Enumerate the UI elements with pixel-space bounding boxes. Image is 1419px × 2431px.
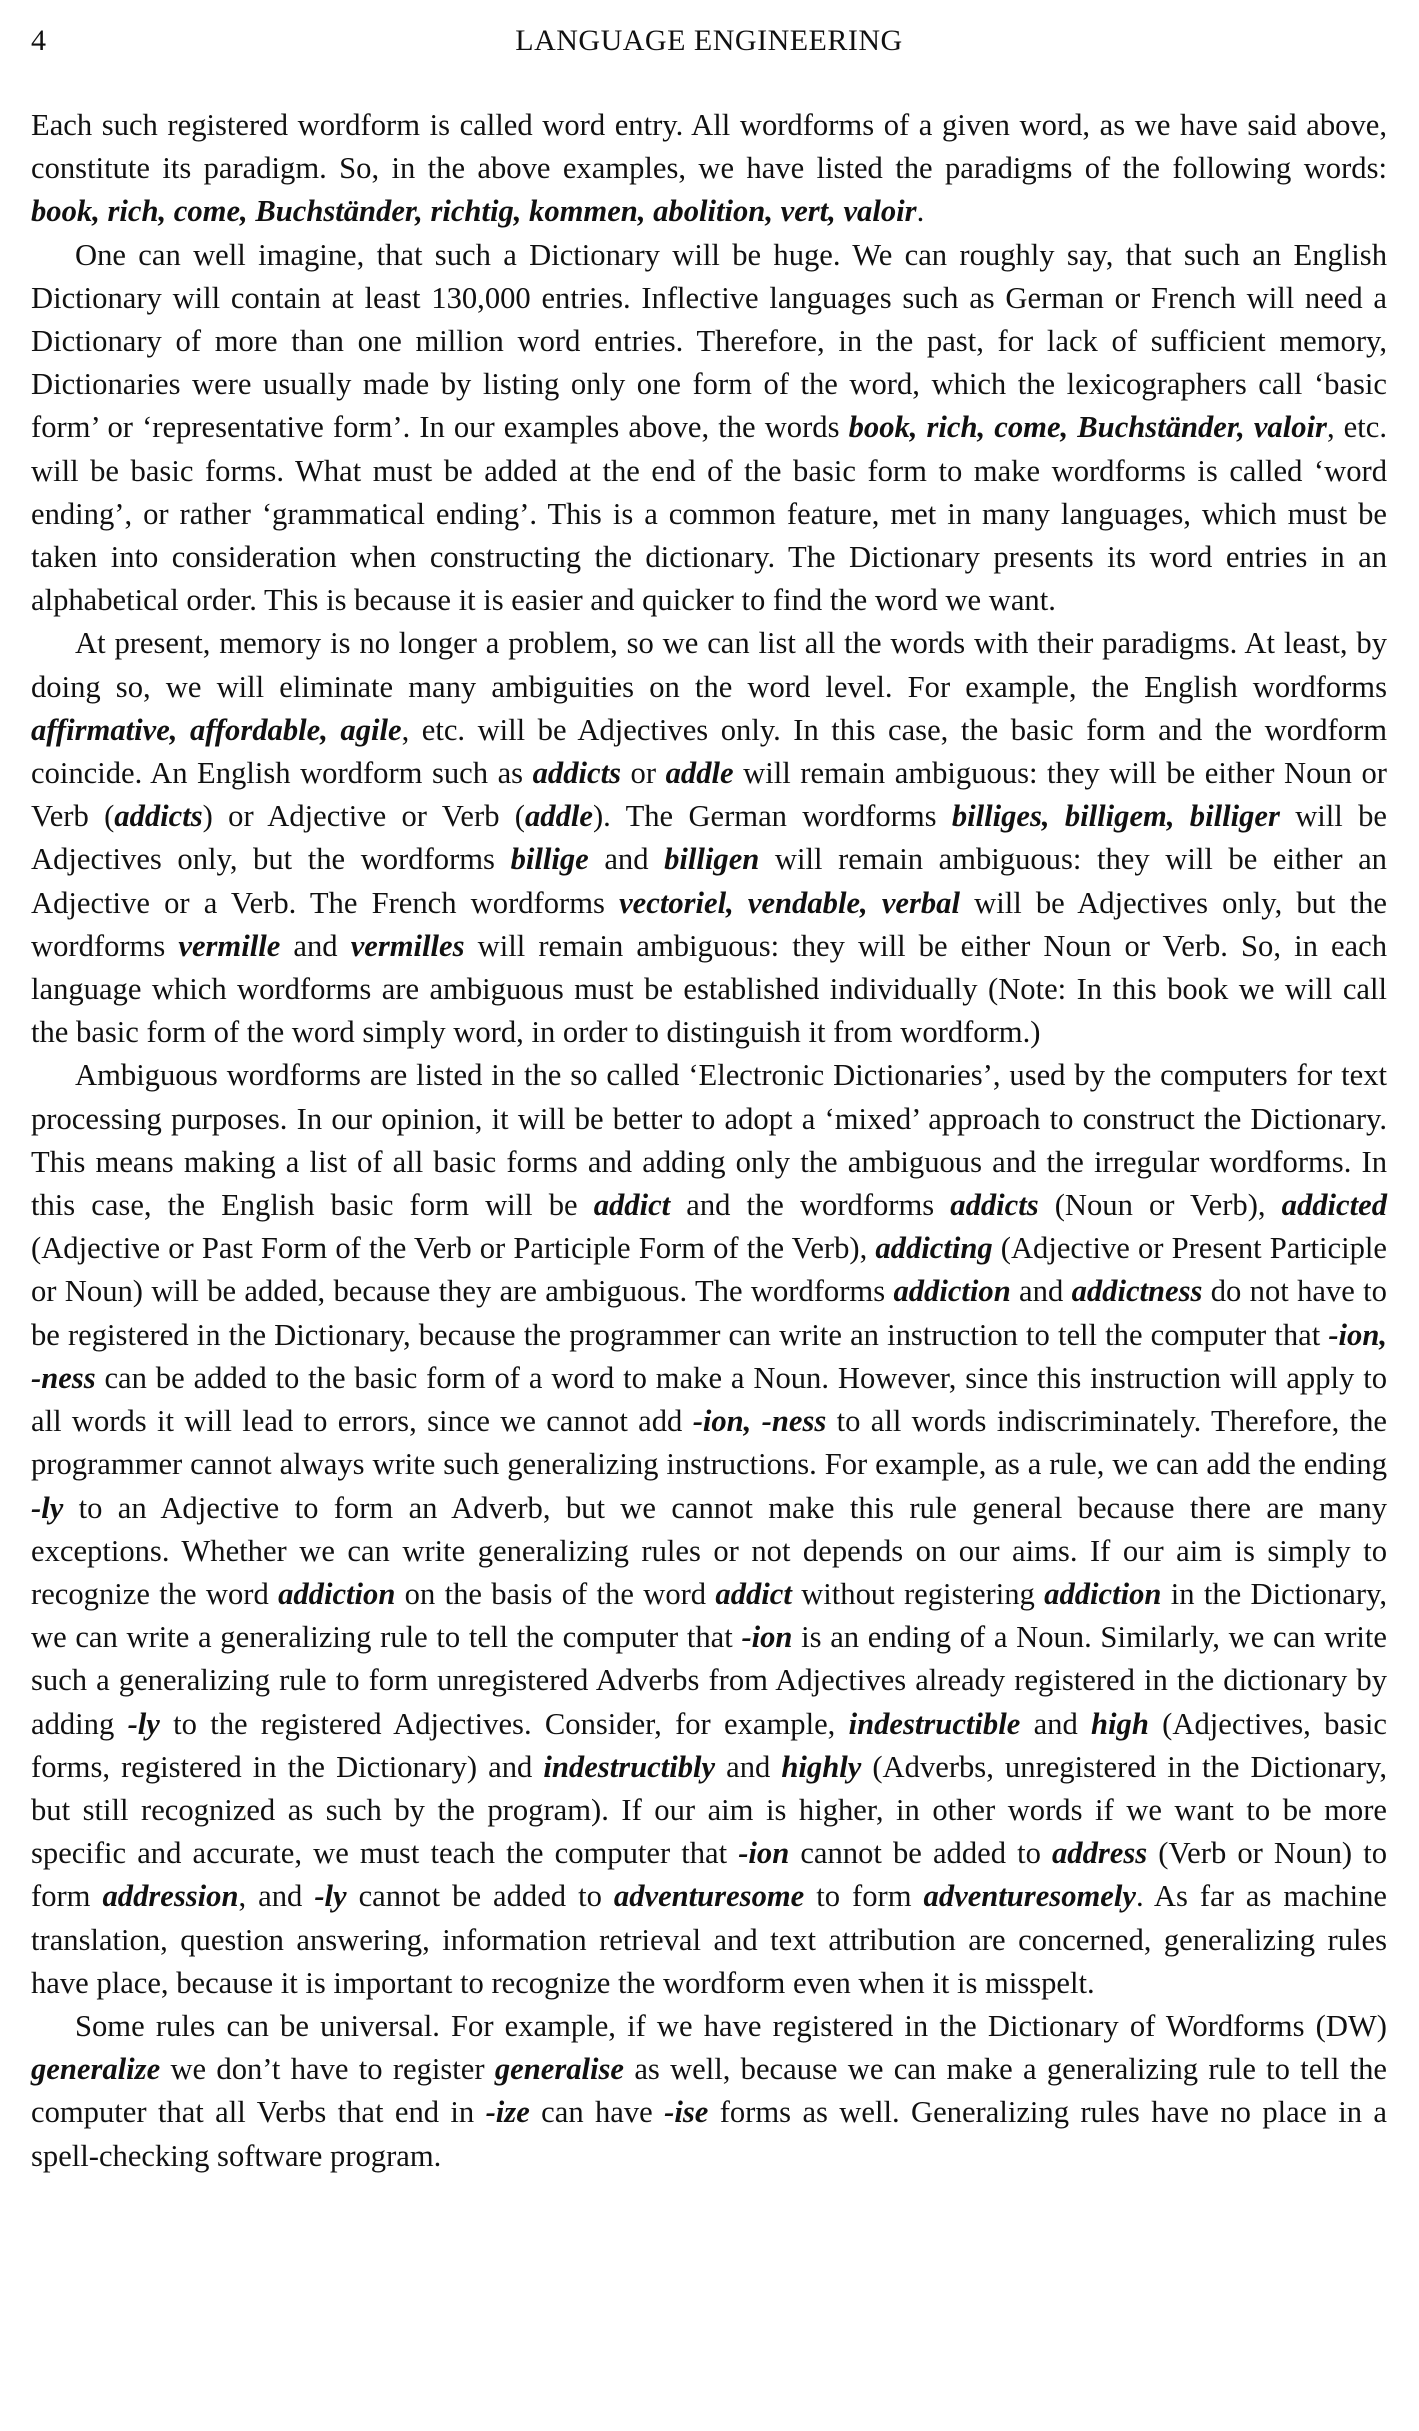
italic-term: indestructible xyxy=(848,1706,1021,1741)
text-run: can have xyxy=(529,2095,665,2130)
text-run: (Adjective or Past Form of the Verb or Participle Form of the Verb), xyxy=(31,1231,876,1266)
italic-term: vectoriel, vendable, verbal xyxy=(619,885,960,920)
paragraph-dictionary-size xyxy=(31,234,1387,623)
italic-term: addle xyxy=(525,799,593,834)
text-run: and the wordforms xyxy=(670,1188,951,1223)
text-run: to the registered Adjectives. Consider, for example, xyxy=(159,1706,849,1741)
text-run: cannot be added to xyxy=(789,1836,1052,1871)
text-run: we don’t have to register xyxy=(160,2052,495,2087)
text-run: . As far as machine translation, question answering, information retrieval and text attribution are concerned, generalizing rules have place, because it is important to recognize the wordform even when it is misspelt. xyxy=(31,1879,1388,2000)
italic-term: addiction xyxy=(278,1576,396,1611)
text-run: and xyxy=(1020,1706,1092,1741)
text-run: and xyxy=(588,842,665,877)
italic-term: -ly xyxy=(314,1879,347,1914)
text-run: ). The German wordforms xyxy=(592,799,952,834)
italic-term: addict xyxy=(593,1188,671,1223)
italic-term: addict xyxy=(715,1576,792,1611)
italic-term: addiction xyxy=(893,1274,1011,1309)
italic-term: -ion, -ness xyxy=(692,1404,827,1439)
text-run: to form xyxy=(804,1879,924,1914)
italic-term: book, rich, come, Buchständer, richtig, kommen, abolition, vert, valoir xyxy=(31,194,917,229)
text-run: , and xyxy=(238,1879,315,1914)
italic-term: address xyxy=(1052,1836,1148,1871)
italic-term: -ion xyxy=(741,1620,793,1655)
italic-term: addle xyxy=(665,756,734,791)
text-run: cannot be added to xyxy=(346,1879,614,1914)
text-run: without registering xyxy=(791,1576,1045,1611)
text-run: One can well imagine, that such a Dictionary will be huge. We can roughly say, that such an English Dictionary will contain at least 130,000 entries. Inflective languages such as German or French will need a Dictionary of more than one million word entries. Therefore, in the past, for lack of sufficient memory, Dictionaries were usually made by listing only one form of the word, which the lexicographers call ‘basic form’ or ‘representative form’. In our examples above, the words xyxy=(31,237,1387,445)
running-header xyxy=(31,10,1387,66)
document-page xyxy=(31,0,1387,2178)
body-text xyxy=(31,104,1387,2178)
italic-term: addicts xyxy=(114,799,203,834)
italic-term: generalize xyxy=(31,2052,161,2087)
italic-term: billige xyxy=(510,842,589,877)
italic-term: high xyxy=(1091,1706,1149,1741)
italic-term: billiges, billigem, billiger xyxy=(951,799,1280,834)
running-title: LANGUAGE ENGINEERING xyxy=(515,24,903,57)
text-run: will be Adjectives only, but the wordforms xyxy=(31,799,1387,877)
italic-term: adventuresomely xyxy=(923,1879,1136,1914)
text-run: to all words indiscriminately. Therefore, the programmer cannot always write such generalizing instructions. For example, as a rule, we can add the ending xyxy=(31,1404,1388,1482)
text-run: as well, because we can make a generalizing rule to tell the computer that all Verbs that end in xyxy=(31,2052,1388,2130)
italic-term: vermilles xyxy=(350,928,465,963)
text-run: (Adverbs, unregistered in the Dictionary, but still recognized as such by the program). If our aim is higher, in other words if we want to be more specific and accurate, we must teach the computer that xyxy=(31,1749,1387,1871)
text-run: can be added to the basic form of a word to make a Noun. However, since this instruction will apply to all words it will lead to errors, since we cannot add xyxy=(31,1360,1387,1439)
italic-term: -ize xyxy=(485,2095,530,2130)
text-run: will remain ambiguous: they will be either Noun or Verb. So, in each language which wordforms are ambiguous must be established individually (Note: In this book we will call the basic form of the word simply word, in order to distinguish it from wordform.) xyxy=(31,928,1387,1050)
italic-term: highly xyxy=(781,1749,862,1784)
text-run: is an ending of a Noun. Similarly, we can write such a generalizing rule to form unregistered Adverbs from Adjectives already registered in the dictionary by adding xyxy=(31,1620,1387,1741)
italic-term: addictness xyxy=(1071,1274,1203,1309)
italic-term: addression xyxy=(102,1879,239,1914)
text-run: will remain ambiguous: they will be either Noun or Verb ( xyxy=(31,756,1387,834)
italic-term: affirmative, affordable, agile xyxy=(31,712,402,747)
text-run: do not have to be registered in the Dictionary, because the programmer can write an instruction to tell the computer that xyxy=(31,1274,1387,1352)
italic-term: addicted xyxy=(1281,1188,1387,1223)
paragraph-memory-ambiguities xyxy=(31,622,1387,1054)
italic-term: billigen xyxy=(664,842,760,877)
text-run: (Adjectives, basic forms, registered in the Dictionary) and xyxy=(31,1706,1387,1784)
italic-term: generalise xyxy=(494,2052,625,2087)
text-run: will remain ambiguous: they will be either an Adjective or a Verb. The French wordforms xyxy=(31,842,1387,920)
text-run: , etc. will be Adjectives only. In this case, the basic form and the wordform coincide. An English wordform such as xyxy=(31,712,1387,791)
italic-term: addicts xyxy=(532,756,622,791)
page-number: 4 xyxy=(31,24,46,57)
text-run: or xyxy=(621,756,666,791)
text-run: and xyxy=(1010,1274,1072,1309)
italic-term: vermille xyxy=(178,928,281,963)
paragraph-electronic-dictionaries xyxy=(31,1054,1387,2004)
text-run: ) or Adjective or Verb ( xyxy=(202,799,525,834)
text-run: will be Adjectives only, but the wordforms xyxy=(31,885,1387,963)
italic-term: addicts xyxy=(950,1188,1039,1223)
text-run: (Noun or Verb), xyxy=(1038,1188,1282,1223)
text-run: in the Dictionary, we can write a generalizing rule to tell the computer that xyxy=(31,1576,1388,1655)
italic-term: book, rich, come, Buchständer, valoir xyxy=(848,410,1327,445)
italic-term: -ion, -ness xyxy=(31,1317,1387,1395)
paragraph-word-entry xyxy=(31,104,1387,234)
text-run: . xyxy=(916,194,925,229)
text-run: Ambiguous wordforms are listed in the so called ‘Electronic Dictionaries’, used by the computers for text processing purposes. In our opinion, it will be better to adopt a ‘mixed’ approach to construct the Dictionary. This means making a list of all basic forms and adding only the ambiguous and the irregular wordforms. In this case, the English basic form will be xyxy=(31,1058,1387,1223)
text-run: forms as well. Generalizing rules have no place in a spell-checking software program. xyxy=(31,2095,1387,2173)
italic-term: addicting xyxy=(875,1231,993,1266)
italic-term: -ly xyxy=(127,1706,160,1741)
text-run: on the basis of the word xyxy=(395,1576,716,1611)
text-run: Each such registered wordform is called word entry. All wordforms of a given word, as we have said above, constitute its paradigm. So, in the above examples, we have listed the paradigms of the following words: xyxy=(31,108,1387,186)
italic-term: adventuresome xyxy=(613,1879,805,1914)
text-run: and xyxy=(280,928,351,963)
text-run: Some rules can be universal. For example, if we have registered in the Dictionary of Wordforms (DW) xyxy=(75,2008,1387,2043)
text-run: and xyxy=(715,1749,782,1784)
italic-term: -ion xyxy=(738,1836,790,1871)
text-run: (Adjective or Present Participle or Noun) will be added, because they are ambiguous. The wordforms xyxy=(31,1231,1387,1309)
text-run: (Verb or Noun) to form xyxy=(31,1836,1387,1914)
text-run: At present, memory is no longer a problem, so we can list all the words with their paradigms. At least, by doing so, we will eliminate many ambiguities on the word level. For example, the English wordforms xyxy=(31,626,1387,704)
italic-term: -ly xyxy=(31,1490,64,1525)
italic-term: -ise xyxy=(664,2095,709,2130)
italic-term: addiction xyxy=(1044,1576,1162,1611)
italic-term: indestructibly xyxy=(543,1749,716,1784)
text-run: to an Adjective to form an Adverb, but we cannot make this rule general because there are many exceptions. Whether we can write generalizing rules or not depends on our aims. If our aim is simply to recognize the word xyxy=(31,1490,1387,1611)
paragraph-universal-rules xyxy=(31,2005,1387,2178)
text-run: , etc. will be basic forms. What must be added at the end of the basic form to make wordforms is called ‘word ending’, or rather ‘grammatical ending’. This is a common feature, met in many languages, which must be taken into consideration when constructing the dictionary. The Dictionary presents its word entries in an alphabetical order. This is because it is easier and quicker to find the word we want. xyxy=(31,410,1387,618)
